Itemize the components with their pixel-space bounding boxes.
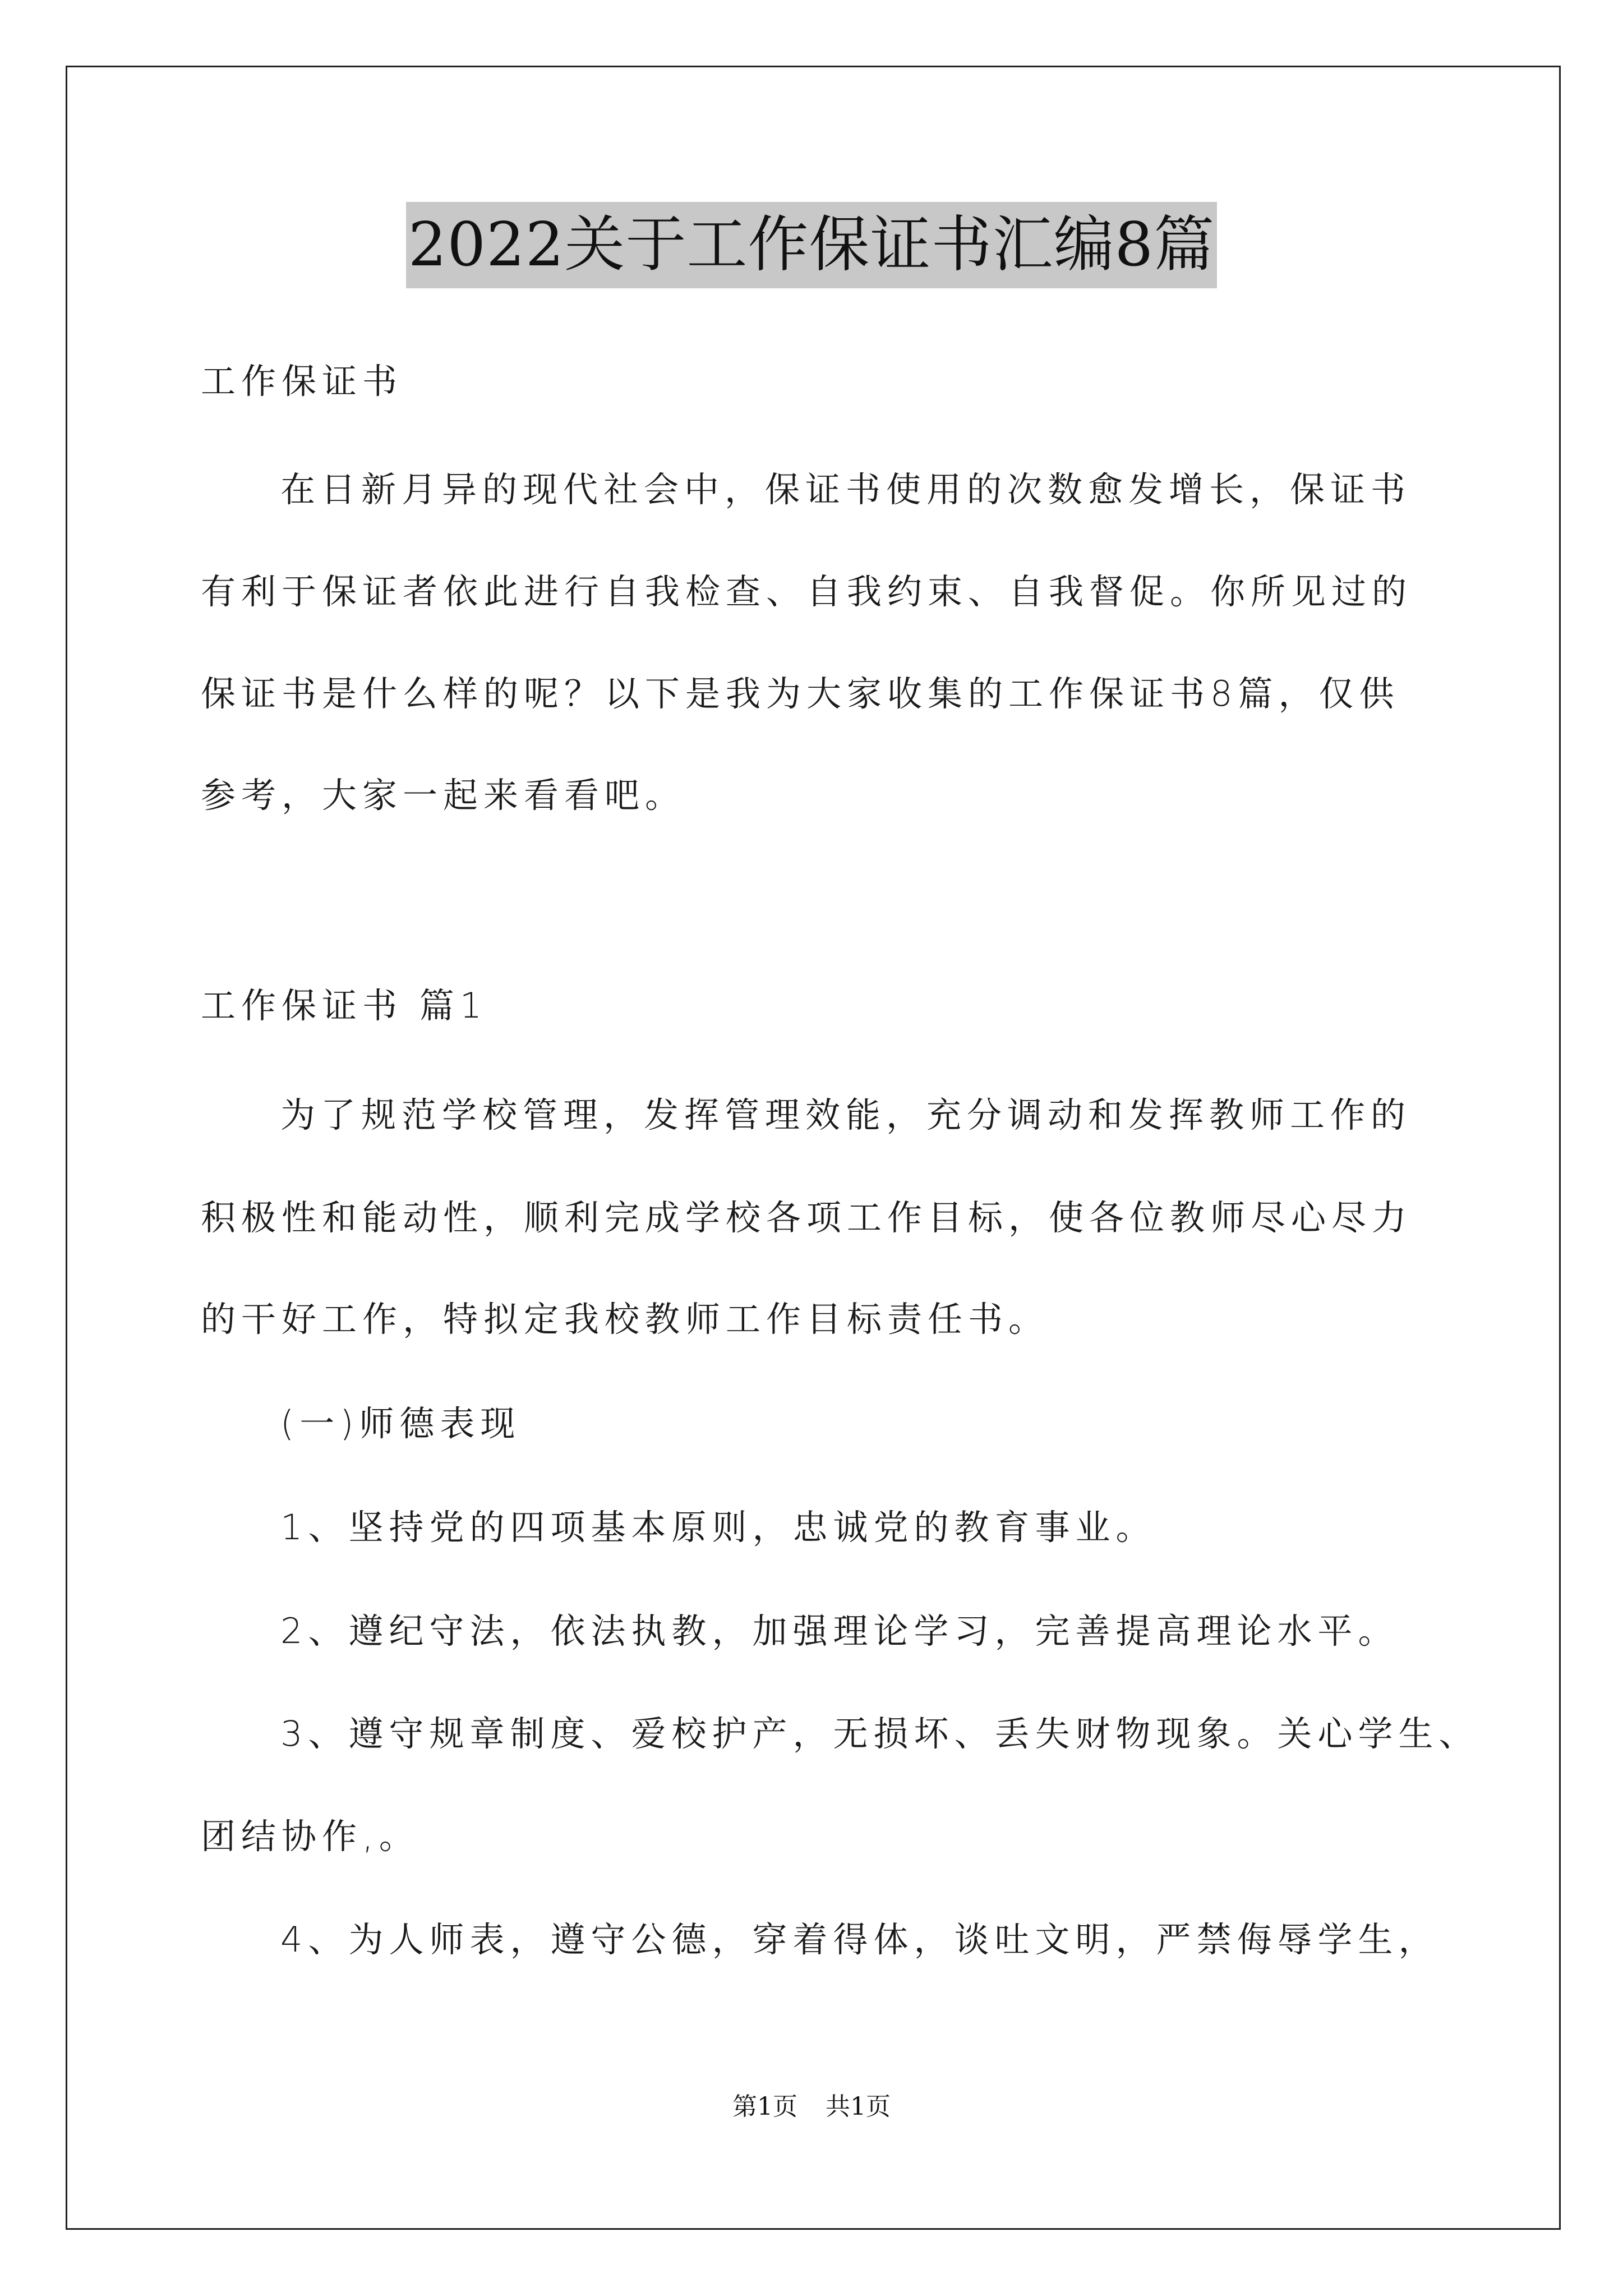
section-heading: 工作保证书 [201, 361, 403, 402]
paragraph-line: 有利于保证者依此进行自我检查、自我约束、自我督促。你所见过的 [201, 571, 1413, 612]
page-number: 第1页 [732, 2092, 797, 2121]
list-item-continuation: 团结协作,。 [201, 1816, 419, 1857]
list-item: 2、遵纪守法，依法执教，加强理论学习，完善提高理论水平。 [280, 1611, 1399, 1651]
title-container [0, 202, 1623, 288]
section-heading: 工作保证书 篇1 [201, 985, 488, 1026]
list-item: 4、为人师表，遵守公德，穿着得体，谈吐文明，严禁侮辱学生， [280, 1919, 1439, 1960]
subsection-heading: (一)师德表现 [280, 1403, 521, 1444]
paragraph-line: 保证书是什么样的呢？以下是我为大家收集的工作保证书8篇，仅供 [201, 673, 1400, 714]
paragraph-line: 为了规范学校管理，发挥管理效能，充分调动和发挥教师工作的 [280, 1094, 1412, 1135]
document-title: 2022关于工作保证书汇编8篇 [406, 202, 1218, 288]
paragraph-line: 积极性和能动性，顺利完成学校各项工作目标，使各位教师尽心尽力 [201, 1197, 1413, 1238]
page-footer [0, 2091, 1623, 2123]
paragraph-line: 的干好工作，特拟定我校教师工作目标责任书。 [201, 1299, 1049, 1340]
paragraph-line: 在日新月异的现代社会中，保证书使用的次数愈发增长，保证书 [280, 469, 1412, 510]
page-total: 共1页 [826, 2092, 891, 2121]
paragraph-line: 参考，大家一起来看看吧。 [201, 775, 686, 816]
list-item: 3、遵守规章制度、爱校护产，无损坏、丢失财物现象。关心学生、 [280, 1713, 1479, 1754]
list-item: 1、坚持党的四项基本原则，忠诚党的教育事业。 [280, 1507, 1156, 1548]
